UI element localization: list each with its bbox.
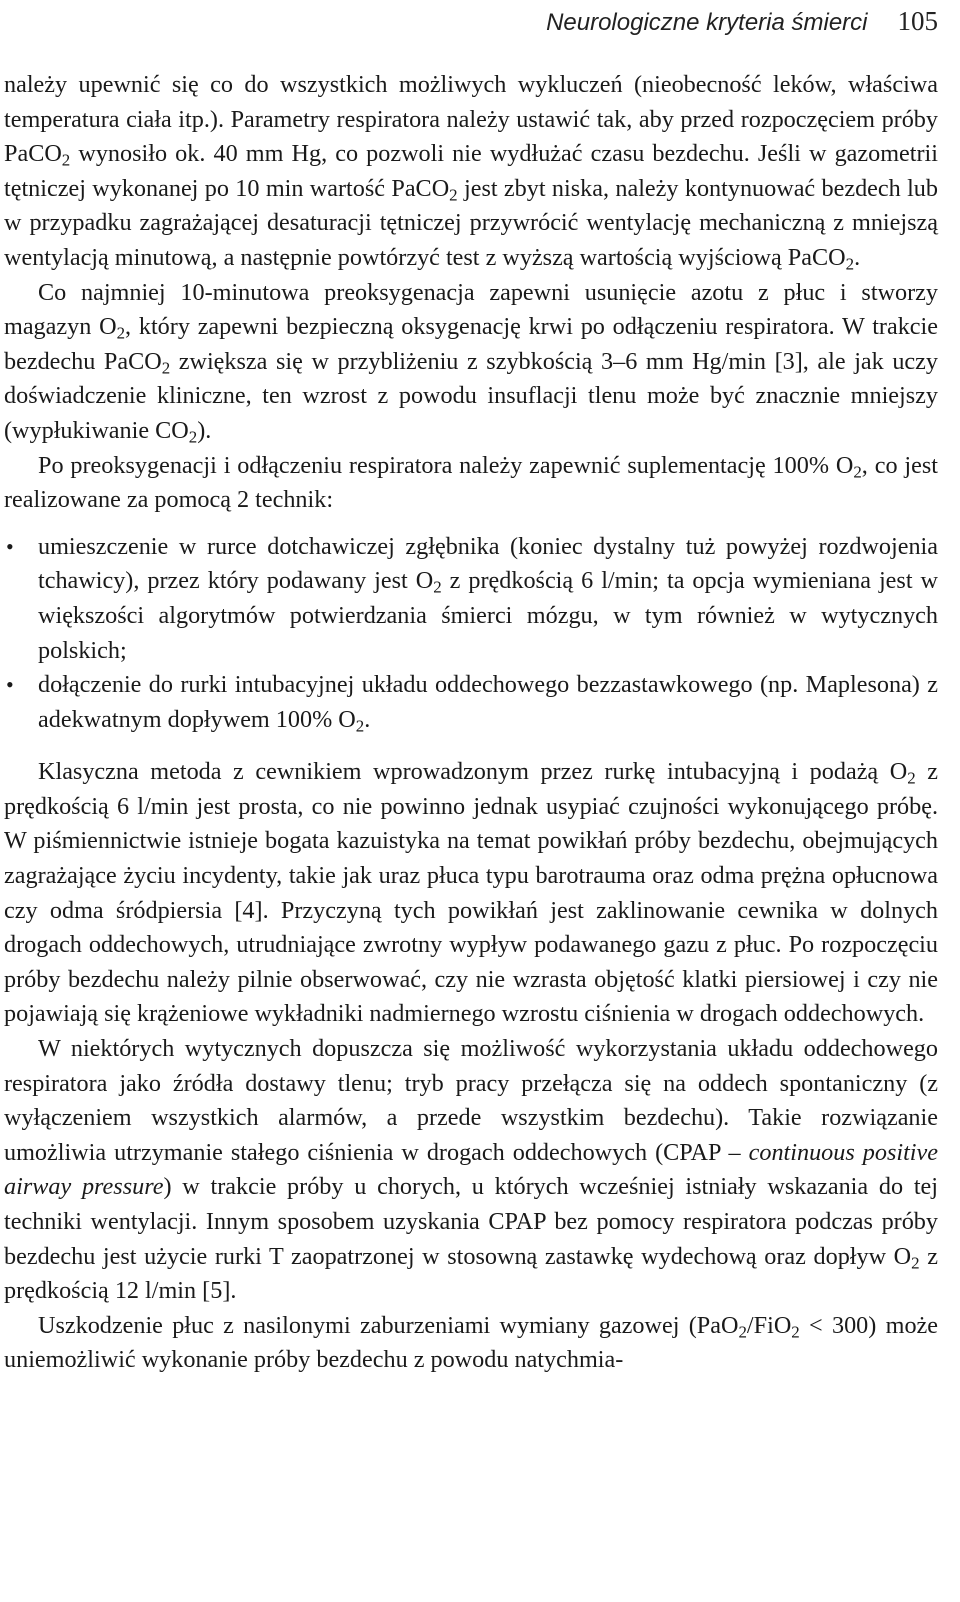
text-run: , który zapewni bezpieczną oksygenację krwi po odłączeniu respiratora. W trakcie bezdechu PaCO <box>4 313 938 375</box>
text-run: dołączenie do rurki intubacyjnej układu oddechowego bezzastawkowego (np. Maplesona) z adekwatnym dopływem 100% O <box>38 671 938 733</box>
subscript: 2 <box>355 716 365 736</box>
subscript: 2 <box>791 1322 800 1342</box>
page-header <box>4 0 938 50</box>
subscript: 2 <box>61 150 71 170</box>
text-run: z prędkością 6 l/min; ta opcja wymieniana jest w większości algorytmów potwierdzania śmierci mózgu, w tym również w wytycznych polskich; <box>38 567 938 664</box>
text-run: jest zbyt niska, należy kontynuować bezdech lub w przypadku zagrażającej desaturacji tętniczej przywrócić wentylację mechaniczną z mniejszą wentylacją minutową, a następnie powtórzyć test z wyższą wartością wyjściową PaCO <box>4 174 938 271</box>
text-run: z prędkością 12 l/min [5]. <box>4 1242 938 1305</box>
text-run: Co najmniej 10-minutowa preoksygenacja zapewni usunięcie azotu z płuc i stworzy magazyn O <box>4 278 938 341</box>
list-item <box>6 668 938 737</box>
subscript: 2 <box>188 427 198 447</box>
subscript: 2 <box>853 462 862 482</box>
page-number: 105 <box>897 6 938 36</box>
subscript: 2 <box>449 185 458 205</box>
text-run: . <box>854 243 861 271</box>
italic-term: continuous positive airway pressure <box>4 1138 938 1201</box>
technique-list <box>4 530 938 738</box>
text-run: < 300) może uniemożliwić wykonanie próby bezdechu z powodu natychmia- <box>4 1311 939 1374</box>
bullet-icon: • <box>6 672 14 698</box>
text-run: Uszkodzenie płuc z nasilonymi zaburzeniami wymiany gazowej (PaO <box>38 1311 739 1339</box>
subscript: 2 <box>161 358 171 378</box>
text-run: ). <box>197 416 212 444</box>
subscript: 2 <box>433 578 442 598</box>
paragraph-5 <box>4 1032 938 1309</box>
text-run: Klasyczna metoda z cewnikiem wprowadzonym przez rurkę intubacyjną i podażą O <box>38 758 908 786</box>
paragraph-6 <box>4 1309 938 1378</box>
text-run: zwiększa się w przybliżeniu z szybkością 3–6 mm Hg/min [3], ale jak uczy doświadczenie kliniczne, ten wzrost z powodu insuflacji tlenu może być znacznie mniejszy (wypłukiwanie CO <box>4 347 938 444</box>
text-run: należy upewnić się co do wszystkich możliwych wykluczeń (nieobecność leków, właściwa temperatura ciała itp.). Parametry respiratora należy ustawić tak, aby przed rozpoczęciem próby PaCO <box>4 71 938 168</box>
text-run: /FiO <box>746 1311 792 1339</box>
paragraph-3 <box>4 449 938 518</box>
running-title: Neurologiczne kryteria śmierci <box>546 9 868 36</box>
text-run: wynosiło ok. 40 mm Hg, co pozwoli nie wydłużać czasu bezdechu. Jeśli w gazometrii tętniczej wykonanej po 10 min wartość PaCO <box>4 140 938 202</box>
paragraph-2 <box>4 276 938 449</box>
bullet-icon: • <box>6 533 14 559</box>
text-run: Po preoksygenacji i odłączeniu respiratora należy zapewnić suplementację 100% O <box>38 451 854 479</box>
text-run: umieszczenie w rurce dotchawiczej zgłębnika (koniec dystalny tuż powyżej rozdwojenia tchawicy), przez który podawany jest O <box>38 532 938 595</box>
text-run: z prędkością 6 l/min jest prosta, co nie powinno jednak usypiać czujności wykonującego próbę. W piśmiennictwie istnieje bogata kazuistyka na temat powikłań próby bezdechu, obejmujących zagrażające życiu incydenty, takie jak uraz płuca typu barotrauma oraz odma prężna opłucnowa czy odma śródpiersia [4]. Przyczyną tych powikłań jest zaklinowanie cewnika w dolnych drogach oddechowych, utrudniające zwrotny wypływ podawanego gazu z płuc. Po rozpoczęciu próby bezdechu należy pilnie obserwować, czy nie wzrasta objętość klatki piersiowej i czy nie pojawiają się krążeniowe wykładniki nadmiernego wzrostu ciśnienia w drogach oddechowych. <box>4 758 938 1028</box>
paragraph-4 <box>4 755 938 1032</box>
subscript: 2 <box>116 323 126 343</box>
body-text <box>4 68 938 1378</box>
paragraph-1 <box>4 68 938 276</box>
subscript: 2 <box>911 1253 920 1273</box>
text-run: , co jest realizowane za pomocą 2 technik: <box>4 451 938 514</box>
text-run: W niektórych wytycznych dopuszcza się możliwość wykorzystania układu oddechowego respiratora jako źródła dostawy tlenu; tryb pracy przełącza się na oddech spontaniczny (z wyłączeniem wszystkich alarmów, a przede wszystkim bezdechu). Takie rozwiązanie umożliwia utrzymanie stałego ciśnienia w drogach oddechowych (CPAP – <box>4 1035 938 1166</box>
text-run: . <box>364 705 371 733</box>
subscript: 2 <box>738 1322 747 1342</box>
list-item <box>6 530 938 668</box>
subscript: 2 <box>907 769 916 789</box>
text-run: ) w trakcie próby u chorych, u których wcześniej istniały wskazania do tej techniki wentylacji. Innym sposobem uzyskania CPAP bez pomocy respiratora podczas próby bezdechu jest użycie rurki T zaopatrzonej w stosowną zastawkę wydechową oraz dopływ O <box>4 1173 939 1270</box>
subscript: 2 <box>845 254 855 274</box>
